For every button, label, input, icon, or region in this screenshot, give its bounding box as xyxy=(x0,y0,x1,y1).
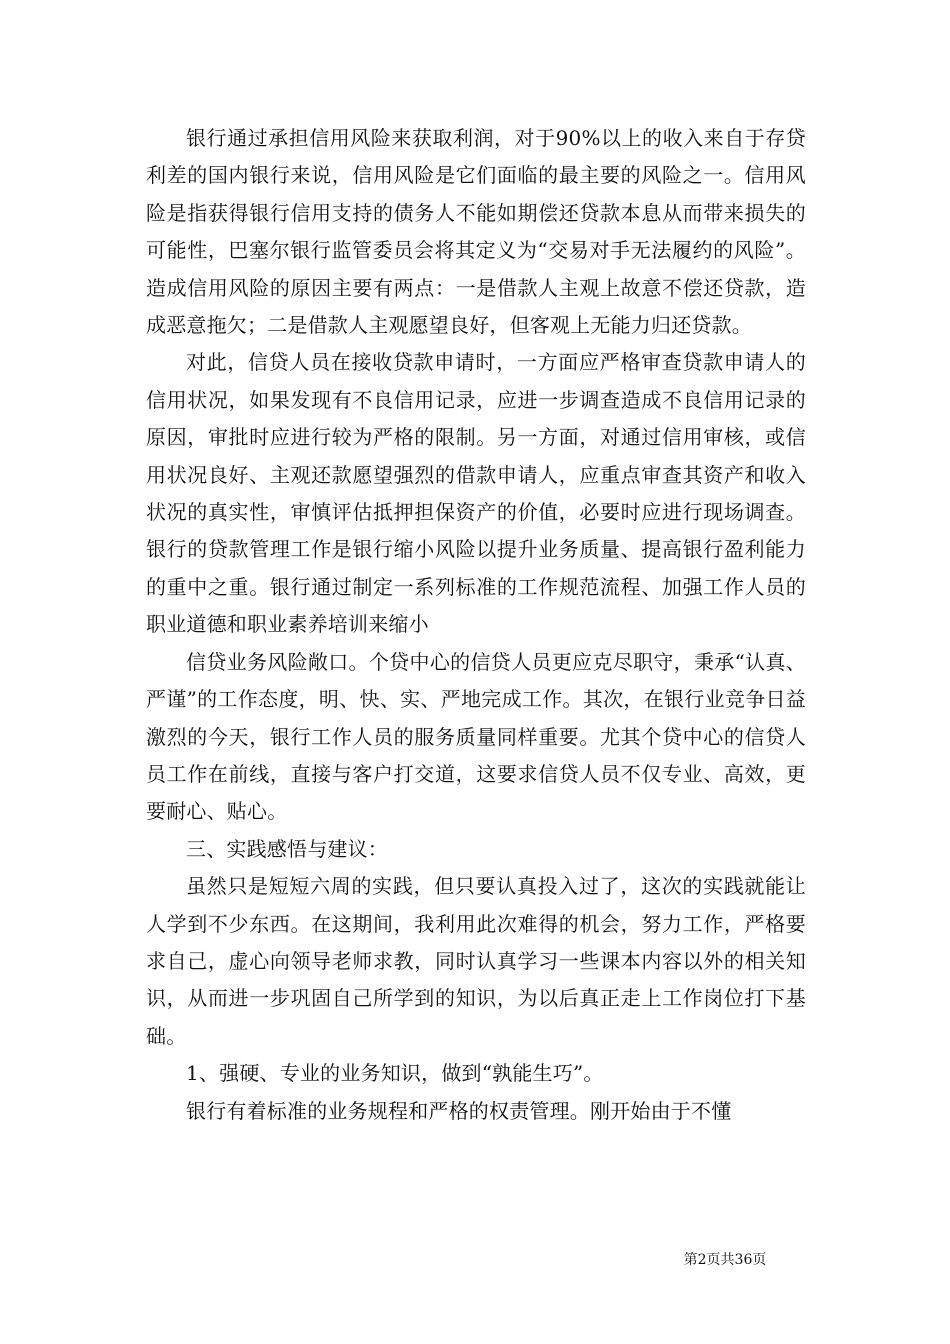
section-heading-practice: 三、实践感悟与建议： xyxy=(186,836,388,861)
page-number-footer: 第2页共36页 xyxy=(683,1252,767,1268)
subheading-professional-knowledge: 1、强硬、专业的业务知识，做到“孰能生巧”。 xyxy=(186,1061,604,1086)
document-body xyxy=(146,120,806,1130)
paragraph-practice-reflection: 虽然只是短短六周的实践，但只要认真投入过了，这次的实践就能让人学到不少东西。在这期间，我利用此次难得的机会，努力工作，严格要求自己，虚心向领导老师求教，同时认真学习一些课本内容以外的相关知识，从而进一步巩固自己所学到的知识，为以后真正走上工作岗位打下基础。 xyxy=(146,874,806,1048)
paragraph-credit-risk: 银行通过承担信用风险来获取利润，对于90%以上的收入来自于存贷利差的国内银行来说，信用风险是它们面临的最主要的风险之一。信用风险是指获得银行信用支持的债务人不能如期偿还贷款本息从而带来损失的可能性，巴塞尔银行监管委员会将其定义为“交易对手无法履约的风险”。造成信用风险的原因主要有两点：一是借款人主观上故意不偿还贷款，造成恶意拖欠；二是借款人主观愿望良好，但客观上无能力归还贷款。 xyxy=(146,126,806,338)
paragraph-risk-exposure: 信贷业务风险敞口。个贷中心的信贷人员更应克尽职守，秉承“认真、严谨”的工作态度，明、快、实、严地完成工作。其次，在银行业竞争日益激烈的今天，银行工作人员的服务质量同样重要。尤其个贷中心的信贷人员工作在前线，直接与客户打交道，这要求信贷人员不仅专业、高效，更要耐心、贴心。 xyxy=(146,649,806,824)
paragraph-loan-review: 对此，信贷人员在接收贷款申请时，一方面应严格审查贷款申请人的信用状况，如果发现有不良信用记录，应进一步调查造成不良信用记录的原因，审批时应进行较为严格的限制。另一方面，对通过信用审核，或信用状况良好、主观还款愿望强烈的借款申请人，应重点审查其资产和收入状况的真实性，审慎评估抵押担保资产的价值，必要时应进行现场调查。银行的贷款管理工作是银行缩小风险以提升业务质量、提高银行盈利能力的重中之重。银行通过制定一系列标准的工作规范流程、加强工作人员的职业道德和职业素养培训来缩小 xyxy=(146,350,806,637)
paragraph-business-rules: 银行有着标准的业务规程和严格的权责管理。刚开始由于不懂 xyxy=(186,1098,732,1123)
